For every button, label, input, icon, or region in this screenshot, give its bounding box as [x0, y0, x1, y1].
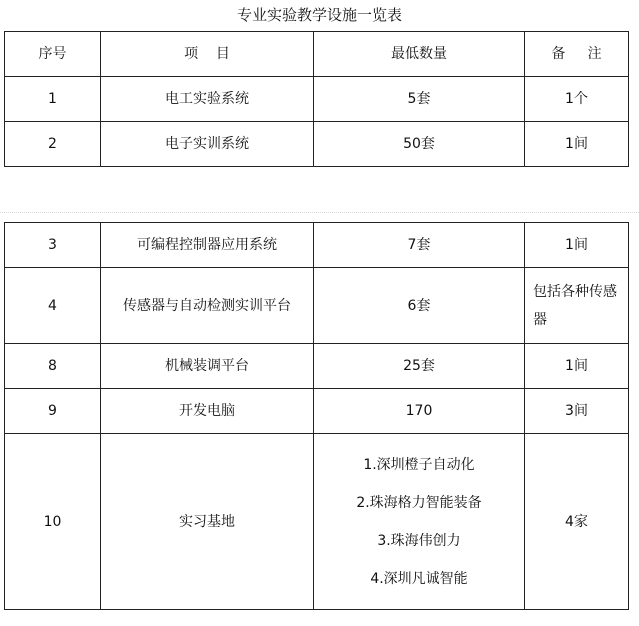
cell-qty: 6套: [314, 268, 525, 344]
table-row: [5, 223, 629, 268]
cell-qty: 7套: [314, 223, 525, 268]
list-item: 2.珠海格力智能装备: [356, 494, 482, 511]
table-row: [5, 434, 629, 610]
cell-item: 电工实验系统: [101, 77, 314, 122]
cell-item: 电子实训系统: [101, 122, 314, 167]
header-row: [5, 32, 629, 77]
cell-no: 8: [5, 344, 101, 389]
facilities-table-part-2: [4, 222, 629, 610]
cell-no: 9: [5, 389, 101, 434]
cell-note: 1个: [525, 77, 629, 122]
table-row: [5, 344, 629, 389]
list-item: 3.珠海伟创力: [377, 532, 461, 549]
cell-item: 实习基地: [101, 434, 314, 610]
header-note: 备 注: [525, 32, 629, 77]
cell-note: 3间: [525, 389, 629, 434]
cell-qty: 50套: [314, 122, 525, 167]
cell-qty-list: [314, 434, 525, 610]
cell-note: 1间: [525, 344, 629, 389]
table-row: [5, 77, 629, 122]
cell-note: 1间: [525, 223, 629, 268]
cell-note: 包括各种传感器: [525, 268, 629, 344]
cell-item: 可编程控制器应用系统: [101, 223, 314, 268]
cell-no: 2: [5, 122, 101, 167]
header-item: 项 目: [101, 32, 314, 77]
page-title: 专业实验教学设施一览表: [236, 6, 402, 24]
cell-note: 4家: [525, 434, 629, 610]
cell-no: 1: [5, 77, 101, 122]
cell-item: 机械装调平台: [101, 344, 314, 389]
table-row: [5, 268, 629, 344]
table-row: [5, 389, 629, 434]
cell-no: 4: [5, 268, 101, 344]
cell-no: 10: [5, 434, 101, 610]
table-row: [5, 122, 629, 167]
cell-note: 1间: [525, 122, 629, 167]
facilities-table-part-1: [4, 31, 629, 167]
cell-item: 开发电脑: [101, 389, 314, 434]
cell-qty: 170: [314, 389, 525, 434]
cell-qty: 5套: [314, 77, 525, 122]
list-item: 4.深圳凡诚智能: [370, 570, 468, 587]
list-item: 1.深圳橙子自动化: [363, 456, 475, 473]
header-no: 序号: [5, 32, 101, 77]
cell-item: 传感器与自动检测实训平台: [101, 268, 314, 344]
cell-qty: 25套: [314, 344, 525, 389]
page-break-divider: [0, 212, 639, 214]
cell-no: 3: [5, 223, 101, 268]
header-qty: 最低数量: [314, 32, 525, 77]
